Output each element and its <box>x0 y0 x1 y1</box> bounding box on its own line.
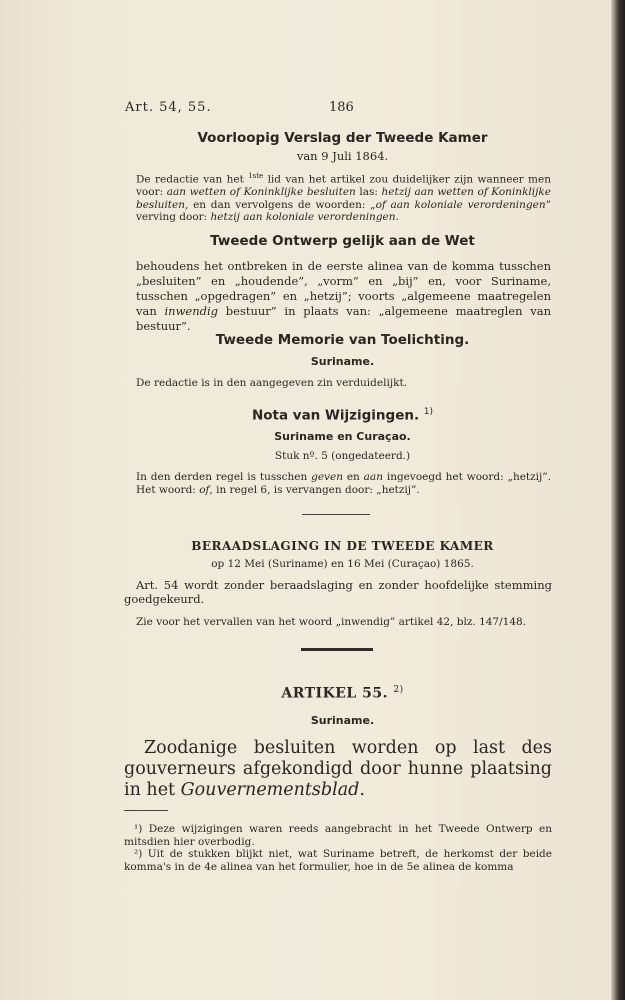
paragraph-tweede-ontwerp: behoudens het ontbreken in de eerste alinea van de komma tusschen „besluiten” en „houdende”, „vorm” en „bij” en, voor Suriname, tusschen „opgedragen” en „hetzij”; voorts „algemeene maatregelen van inwendig bestuur” in plaats van: „algemeene maatreglen van bestuur”. <box>136 259 551 333</box>
article-55-title: ARTIKEL 55. $^{2)}$ <box>281 685 404 702</box>
footnote-rule <box>124 810 168 811</box>
stuk-reference: Stuk nº. 5 (ongedateerd.) <box>274 450 411 462</box>
section-title-voorloopig-verslag: Voorloopig Verslag der Tweede Kamer <box>197 130 488 146</box>
divider <box>302 514 370 515</box>
article-55-text: Zoodanige besluiten worden op last des gouverneurs afgekondigd door hunne plaatsing in het Gouvernementsblad. <box>124 738 552 800</box>
article-55-subtitle: Suriname. <box>310 714 375 727</box>
paragraph-nota: In den derden regel is tusschen geven en aan ingevoegd het woord: „hetzij”. Het woord: of, in regel 6, is vervangen door: „hetzij”. <box>136 471 551 496</box>
footnote-1: ¹) Deze wijzigingen waren reeds aangebracht in het Tweede Ontwerp en mitsdien hier overbodig. <box>124 823 552 848</box>
paragraph-voorloopig-verslag: De redactie van het $^{1ste}$ lid van het artikel zou duidelijker zijn wanneer men voor: aan wetten of Koninklijke besluiten las: hetzij aan wetten of Koninklijke besluiten, en dan vervolgens de woorden: „of aan koloniale verordeningen” verving door: hetzij aan koloniale verordeningen. <box>136 172 551 223</box>
beraadslaging-date: op 12 Mei (Suriname) en 16 Mei (Curaçao) 1865. <box>211 558 474 570</box>
section-title-tweede-ontwerp: Tweede Ontwerp gelijk aan de Wet <box>210 233 475 249</box>
section-subtitle-suriname-curacao: Suriname en Curaçao. <box>274 430 411 443</box>
page-number: 186 <box>329 100 354 115</box>
page-edge <box>611 0 625 1000</box>
footnote-2: ²) Uit de stukken blijkt niet, wat Suriname betreft, de herkomst der beide komma's in de 4e alinea van het formulier, hoe in de 5e alinea de komma <box>124 848 552 873</box>
section-divider <box>301 648 373 651</box>
section-title-beraadslaging: BERAADSLAGING IN DE TWEEDE KAMER <box>191 539 494 553</box>
section-date: van 9 Juli 1864. <box>296 149 389 163</box>
paragraph-zie-voor: Zie voor het vervallen van het woord „inwendig” artikel 42, blz. 147/148. <box>136 616 527 628</box>
section-title-nota-van-wijzigingen: Nota van Wijzigingen. $^{1)}$ <box>251 407 434 424</box>
paragraph-memorie: De redactie is in den aangegeven zin verduidelijkt. <box>136 377 407 389</box>
section-title-memorie: Tweede Memorie van Toelichting. <box>215 332 470 348</box>
section-subtitle-suriname: Suriname. <box>310 355 375 368</box>
paragraph-beraadslaging: Art. 54 wordt zonder beraadslaging en zonder hoofdelijke stemming goedgekeurd. <box>124 578 552 606</box>
running-head-article: Art. 54, 55. <box>125 100 212 115</box>
